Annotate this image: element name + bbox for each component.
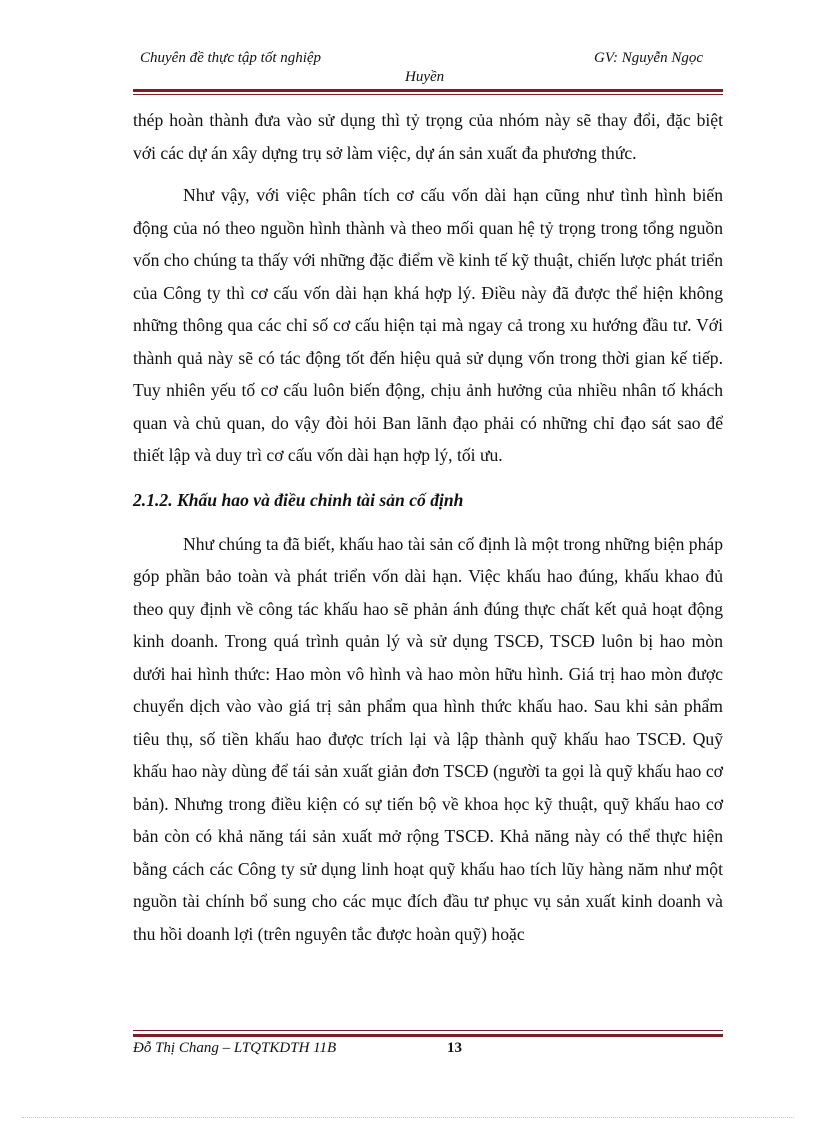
footer-rule-thick — [133, 1034, 723, 1037]
header-advisor: GV: Nguyễn Ngọc — [594, 50, 703, 66]
paragraph-continuation: thép hoàn thành đưa vào sử dụng thì tỷ trọng của nhóm này sẽ thay đổi, đặc biệt với các dự án xây dựng trụ sở làm việc, dự án sản xuất đa phương thức. — [133, 110, 723, 163]
header-advisor-continued: Huyền — [405, 69, 445, 85]
header-course-title: Chuyên đề thực tập tốt nghiệp — [140, 50, 322, 66]
section-heading: 2.1.2. Khấu hao và điều chỉnh tài sản cố định — [133, 489, 464, 510]
footer-rule-thin — [133, 1030, 723, 1031]
footer-author: Đỗ Thị Chang – LTQTKDTH 11B — [133, 1040, 337, 1056]
header-rule-thin — [133, 94, 723, 95]
page-edge-divider — [22, 1117, 794, 1118]
document-body — [133, 104, 723, 950]
header-rule-thick — [133, 89, 723, 92]
paragraph-capital-structure: Như vậy, với việc phân tích cơ cấu vốn dài hạn cũng như tình hình biến động của nó theo nguồn hình thành và theo mối quan hệ tỷ trọng trong tổng nguồn vốn cho chúng ta thấy với những đặc điểm về kinh tế kỹ thuật, chiến lược phát triển của Công ty thì cơ cấu vốn dài hạn khá hợp lý. Điều này đã được thể hiện không những thông qua các chỉ số cơ cấu hiện tại mà ngay cả trong xu hướng đầu tư. Với thành quả này sẽ có tác động tốt đến hiệu quả sử dụng vốn trong thời gian kế tiếp. Tuy nhiên yếu tố cơ cấu luôn biến động, chịu ảnh hưởng của nhiều nhân tố khách quan và chủ quan, do vậy đòi hỏi Ban lãnh đạo phải có những chỉ đạo sát sao để thiết lập và duy trì cơ cấu vốn dài hạn hợp lý, tối ưu. — [133, 185, 723, 465]
page-number: 13 — [447, 1040, 462, 1056]
paragraph-depreciation: Như chúng ta đã biết, khấu hao tài sản cố định là một trong những biện pháp góp phần bảo toàn và phát triển vốn dài hạn. Việc khấu hao đúng, khấu khao đủ theo quy định về công tác khấu hao sẽ phản ánh đúng thực chất kết quả hoạt động kinh doanh. Trong quá trình quản lý và sử dụng TSCĐ, TSCĐ luôn bị hao mòn dưới hai hình thức: Hao mòn vô hình và hao mòn hữu hình. Giá trị hao mòn được chuyển dịch vào vào giá trị sản phẩm qua hình thức khấu hao. Sau khi sản phẩm tiêu thụ, số tiền khấu hao được trích lại và lập thành quỹ khấu hao TSCĐ. Quỹ khấu hao này dùng để tái sản xuất giản đơn TSCĐ (người ta gọi là quỹ khấu hao cơ bản). Nhưng trong điều kiện có sự tiến bộ về khoa học kỹ thuật, quỹ khấu hao cơ bản còn có khả năng tái sản xuất mở rộng TSCĐ. Khả năng này có thể thực hiện bằng cách các Công ty sử dụng linh hoạt quỹ khấu hao tích lũy hàng năm như một nguồn tài chính bổ sung cho các mục đích đầu tư phục vụ sản xuất kinh doanh và thu hồi doanh lợi (trên nguyên tắc được hoàn quỹ) hoặc — [133, 533, 723, 944]
